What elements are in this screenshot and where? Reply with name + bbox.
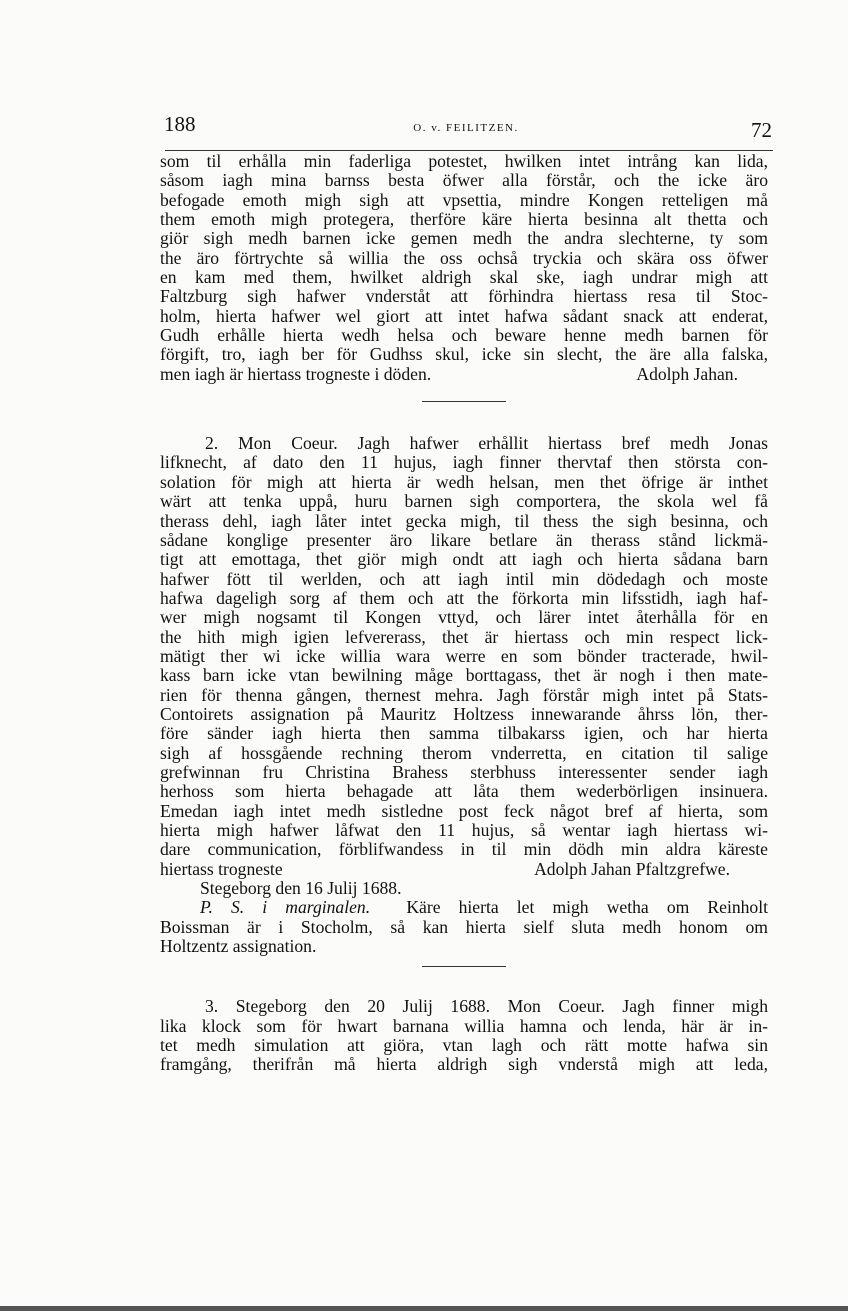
text-line: sigh af hossgående rechning therom vnderretta, en citation til salige <box>160 742 768 763</box>
letter-2-ps-line: Boissman är i Stocholm, så kan hierta sielf sluta medh honom om <box>160 916 768 937</box>
text-line: förgift, tro, iagh ber för Gudhss skul, icke sin slecht, the äre alla falska, <box>160 344 768 365</box>
ps-text: Käre hierta let migh wetha om Reinholt <box>406 897 768 918</box>
letter-2-closing-line <box>160 860 768 879</box>
letter-2-ps-last: Holtzentz assignation. <box>160 936 317 957</box>
text-line: sådane konglige presenter äro likare betlare än therass stånd lickmä- <box>160 529 768 550</box>
page-number-left: 188 <box>164 112 196 136</box>
running-head: O. v. FEILITZEN. <box>413 122 519 134</box>
text-line: hafwer fött til werlden, och att iagh intil min dödedagh och moste <box>160 568 768 589</box>
text-line: 2. Mon Coeur. Jagh hafwer erhållit hiertass bref medh Jonas <box>205 433 768 454</box>
letter-2-closing: hiertass trogneste <box>160 858 283 879</box>
scan-edge <box>0 1306 848 1311</box>
text-line: Faltzburg sigh hafwer vnderståt att förhindra hiertass resa til Stoc- <box>160 286 768 307</box>
text-line: dare communication, förblifwandess in til min dödh min aldra käreste <box>160 839 768 860</box>
text-line: rien för thenna gången, thernest mehra. Jagh förstår migh intet på Stats- <box>160 684 768 705</box>
text-line: therass dehl, iagh låter intet gecka migh, til thess the sigh besinna, och <box>160 510 768 531</box>
text-line: före sänder iagh hierta then samma tilbakarss igien, och har hierta <box>160 723 768 744</box>
ps-label: P. S. i marginalen. <box>200 897 371 918</box>
text-line: Gudh erhålle hierta wedh helsa och beware henne medh barnen för <box>160 325 768 346</box>
letter-3 <box>160 997 768 1074</box>
text-line: Emedan iagh intet medh sistledne post feck något bref af hierta, som <box>160 800 768 821</box>
text-line: tigt att emottaga, thet giör migh ondt att iagh och hierta sådana barn <box>160 549 768 570</box>
text-line: kass barn icke vtan bewilning måge borttagass, thet är nogh i then mate- <box>160 665 768 686</box>
text-line: solation för migh att hierta är wedh helsan, men thet öfrige är inthet <box>160 471 768 492</box>
text-line: lika klock som för hwart barnana willia hamna och lenda, här är in- <box>160 1015 768 1036</box>
text-line: 3. Stegeborg den 20 Julij 1688. Mon Coeur. Jagh finner migh <box>205 996 768 1017</box>
text-line: framgång, therifrån må hierta aldrigh sigh vnderstå migh att leda, <box>160 1054 768 1075</box>
page-number-right: 72 <box>751 118 772 142</box>
text-line: wer migh nogsamt til Kongen vttyd, och lärer intet återhålla för en <box>160 607 768 628</box>
letter-2-signature: Adolph Jahan Pfaltzgrefwe. <box>534 858 730 879</box>
text-line: mätigt ther wi icke willia wara werre en som bönder tracterade, hwil- <box>160 645 768 666</box>
section-divider <box>422 401 506 402</box>
text-line: såsom iagh mina barnss besta öfwer alla förstår, och the icke äro <box>160 170 768 191</box>
page-body <box>160 152 768 1075</box>
text-line: the äro förtrychte så willia the oss ochså tryckia och skära oss öfwer <box>160 247 768 268</box>
text-line: them emoth migh protegera, therföre käre hierta besinna alt thetta och <box>160 209 768 230</box>
text-line: grefwinnan fru Christina Brahess sterbhuss interessenter sender iagh <box>160 761 768 782</box>
text-line: tet medh simulation att giöra, vtan lagh och rätt motte hafwa sin <box>160 1035 768 1056</box>
page-header <box>160 112 772 142</box>
text-line: Contoirets assignation på Mauritz Holtzess innewarande åhrss lön, ther- <box>160 703 768 724</box>
letter-2-dateline: Stegeborg den 16 Julij 1688. <box>200 878 402 899</box>
text-line: som til erhålla min faderliga potestet, hwilken intet intrång kan lida, <box>160 151 768 171</box>
letter-1-closing: men iagh är hiertass trogneste i döden. <box>160 363 432 384</box>
letter-1-signature: Adolph Jahan. <box>636 363 738 384</box>
letter-2-ps-line <box>160 898 768 917</box>
letter-2 <box>160 434 768 860</box>
text-line: giör sigh medh barnen icke gemen medh the andra slechterne, ty som <box>160 228 768 249</box>
text-line: en kam med them, hwilket aldrigh skal ske, iagh undrar migh att <box>160 267 768 288</box>
text-line: lifknecht, af dato den 11 hujus, iagh finner thervtaf then största con- <box>160 452 768 473</box>
text-line: wärt att tenka uppå, huru barnen sigh comportera, the skola wel få <box>160 491 768 512</box>
letter-1 <box>160 152 768 365</box>
text-line: hierta migh hafwer låfwat den 11 hujus, så wentar iagh hiertass wi- <box>160 820 768 840</box>
text-line: the hith migh igien lefvererass, thet är hiertass och min respect lick- <box>160 626 768 647</box>
text-line: befogade emoth migh sigh att vpsettia, mindre Kongen retteligen må <box>160 189 768 210</box>
section-divider <box>422 966 506 967</box>
text-line: holm, hierta hafwer wel giort att intet hafwa sådant snack att enderat, <box>160 305 768 326</box>
text-line: herhoss som hierta behagade att låta them wederbörligen insinuera. <box>160 781 768 802</box>
letter-1-closing-line <box>160 365 768 384</box>
text-line: hafwa dageligh sorg af them och att the förkorta min lifsstidh, iagh haf- <box>160 587 768 608</box>
